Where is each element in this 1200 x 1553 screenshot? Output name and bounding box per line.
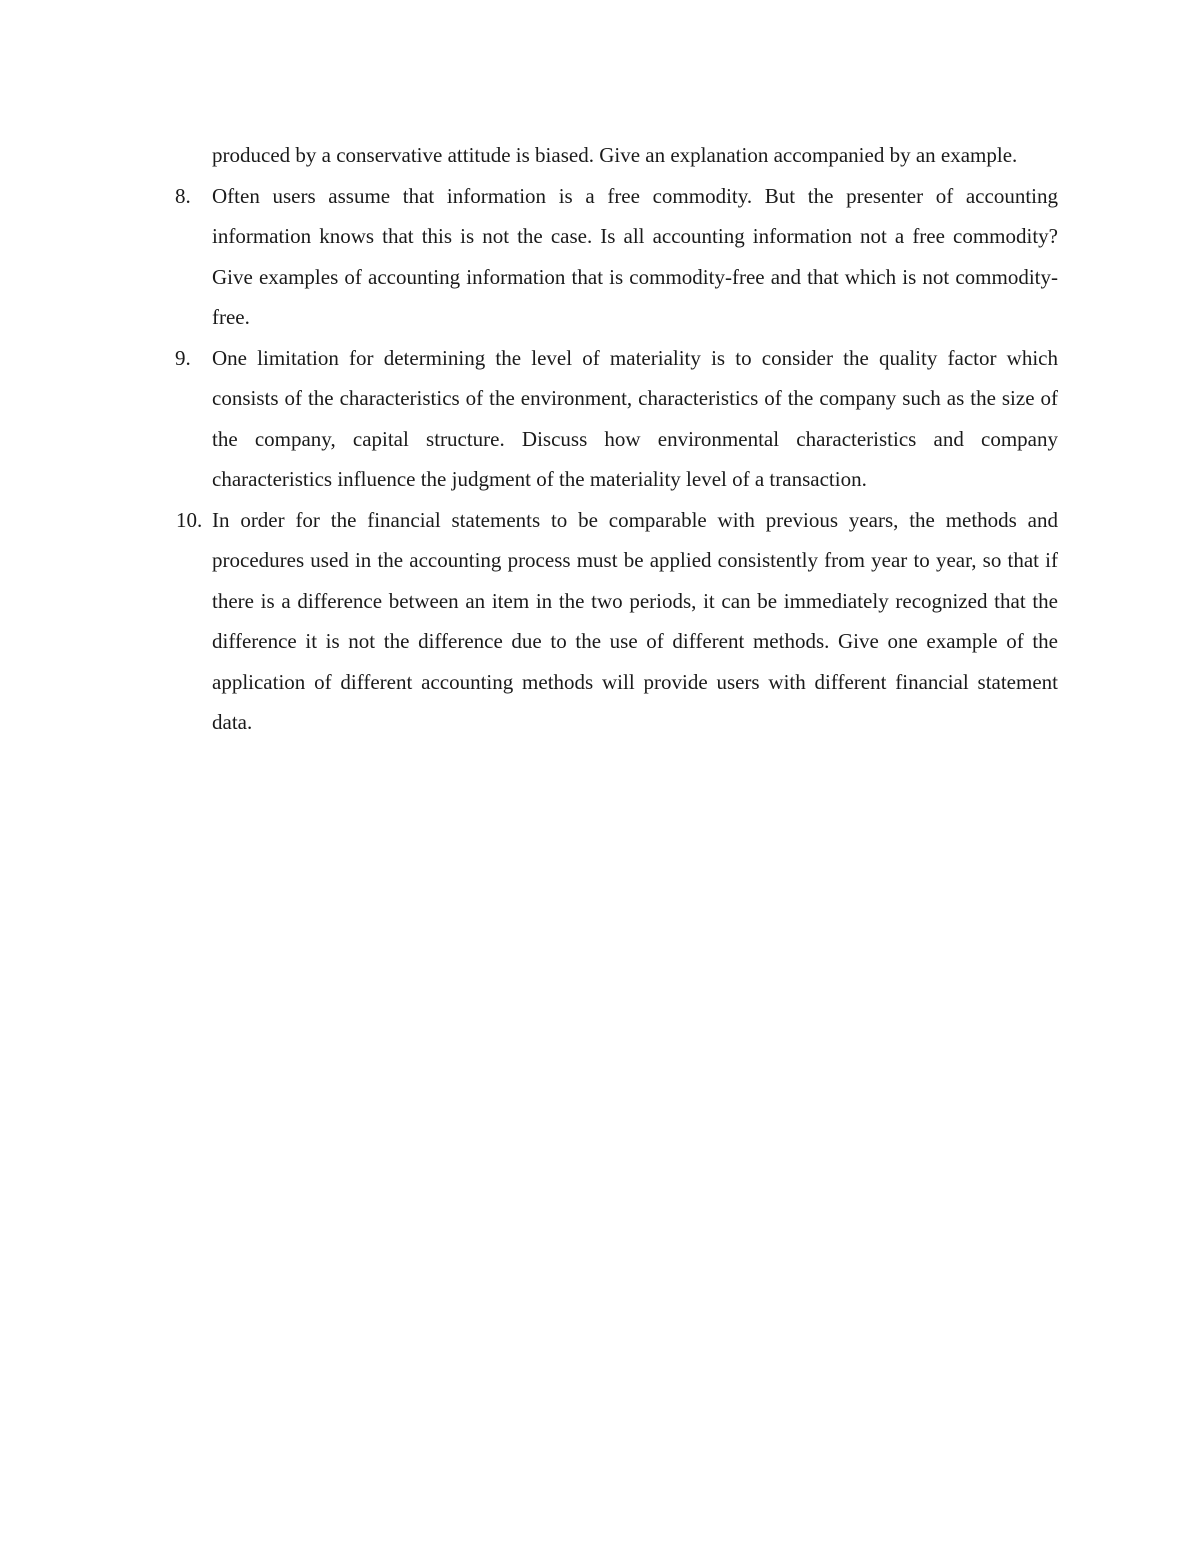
list-item	[176, 500, 1058, 743]
list-item-text: Often users assume that information is a free commodity. But the presenter of accounting information knows that this is not the case. Is all accounting information not a free commodity? Give examples of accounting information that is commodity-free and that which is not commodity-free.	[212, 183, 1058, 329]
list-item-number: 10.	[176, 507, 203, 532]
list-item-number: 9.	[175, 345, 191, 370]
list-item-text: In order for the financial statements to be comparable with previous years, the methods and procedures used in the accounting process must be applied consistently from year to year, so that if there is a difference between an item in the two periods, it can be immediately recognized that the difference it is not the difference due to the use of different methods. Give one example of the application of different accounting methods will provide users with different financial statement data.	[212, 507, 1058, 734]
document-body	[175, 135, 1058, 743]
list-item-number: 8.	[175, 183, 191, 208]
list-item-text: One limitation for determining the level of materiality is to consider the quality factor which consists of the characteristics of the environment, characteristics of the company such as the size of the company, capital structure. Discuss how environmental characteristics and company characteristics influence the judgment of the materiality level of a transaction.	[212, 345, 1058, 491]
continuation-paragraph: produced by a conservative attitude is biased. Give an explanation accompanied by an example.	[212, 143, 1018, 167]
list-item	[175, 338, 1058, 500]
list-item	[175, 176, 1058, 338]
